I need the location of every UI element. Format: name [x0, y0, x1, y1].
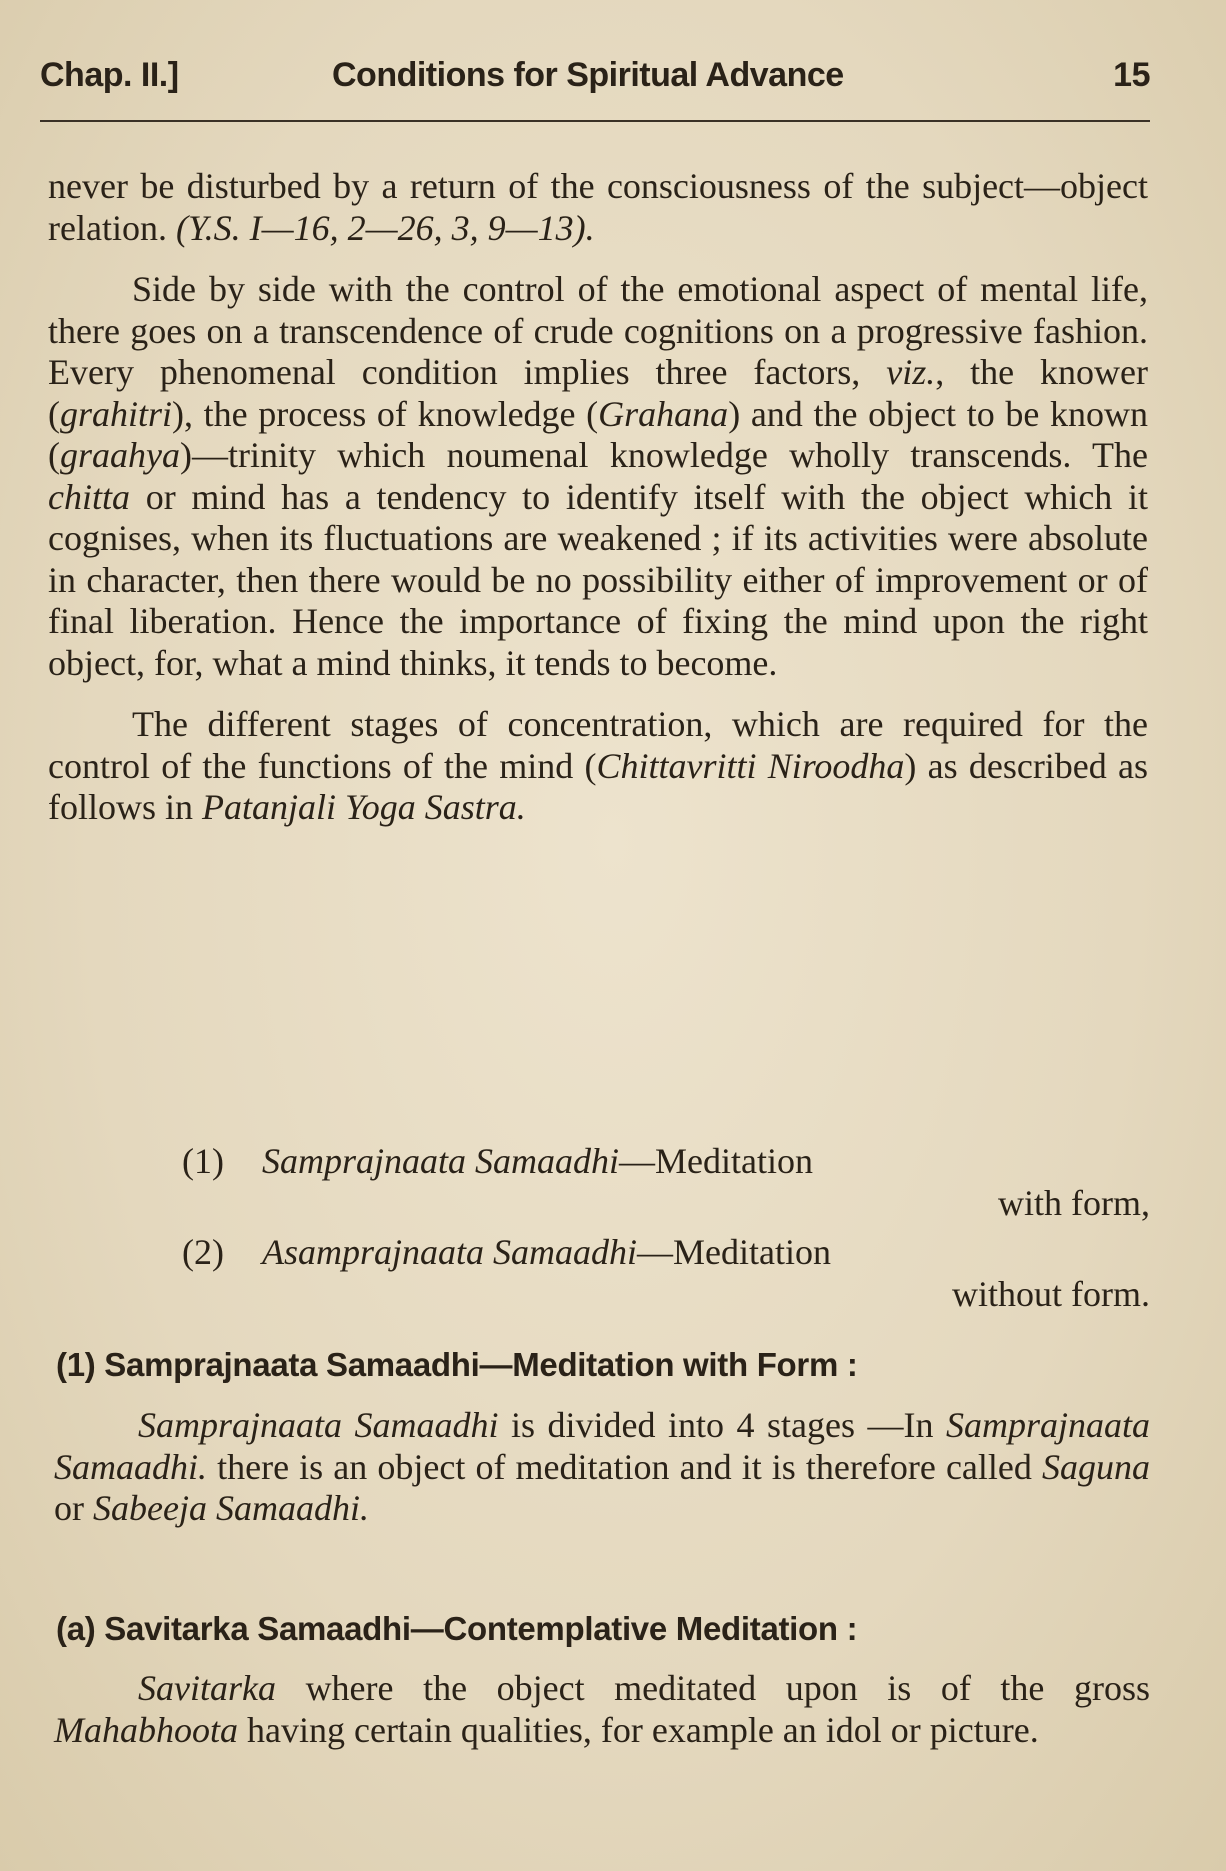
italic-term: Samprajnaata Samaadhi — [138, 1405, 499, 1445]
paragraph-text: )—trinity which noumenal knowledge wholly transcends. The — [180, 435, 1148, 475]
paragraph-text: Side by side with the control of the emotional aspect of mental life, there goes on a transcendence of crude cognitions on a progressive fashion. Every phenomenal condition implies three factors, — [48, 269, 1148, 392]
paragraph-savitarka — [54, 1668, 1150, 1751]
header-rule — [40, 120, 1150, 122]
section-heading: (1) Samprajnaata Samaadhi—Meditation with Form : — [56, 1346, 858, 1383]
running-title: Conditions for Spiritual Advance — [332, 56, 844, 94]
list-description: with form, — [998, 1182, 1150, 1223]
paragraph-text: never be disturbed by a return of the consciousness of the subject—object relation. — [48, 166, 1148, 248]
paragraph-samprajnaata — [54, 1405, 1150, 1530]
italic-term: Mahabhoota — [54, 1709, 238, 1750]
paragraph-text: there is an object of meditation and it is therefore called — [217, 1446, 1032, 1487]
running-header — [40, 56, 1150, 104]
paragraph-text: ) and the object to be known ( — [48, 393, 1148, 475]
list-item-continuation — [0, 1274, 1150, 1316]
paragraph-continuation — [48, 166, 1148, 249]
paragraph-text: having certain qualities, for example an idol or picture. — [247, 1709, 1039, 1750]
italic-term: Asamprajnaata Samaadhi — [262, 1232, 638, 1272]
main-text — [48, 166, 1148, 849]
italic-term: Patanjali Yoga Sastra. — [202, 787, 526, 827]
section1-text — [54, 1405, 1150, 1550]
italic-term: Samprajnaata Samaadhi — [262, 1141, 620, 1181]
italic-term: Saguna — [1042, 1446, 1150, 1487]
section-a-text — [54, 1668, 1150, 1771]
list-item — [0, 1141, 1150, 1183]
paragraph-text: or — [54, 1488, 84, 1528]
list-item — [0, 1232, 1150, 1274]
reference-citation: (Y.S. I—16, 2—26, 3, 9—13). — [175, 207, 595, 248]
paragraph-text: The different stages of concentration, which are required for the control of the functions of the mind ( — [48, 704, 1148, 786]
list-item-continuation — [0, 1183, 1150, 1225]
samaadhi-list — [0, 1141, 1150, 1315]
paragraph-text: or mind has a tendency to identify itself with the object which it cognises, when its fluctuations are weakened ; if its activities were absolute in character, then there would be no possibility either of improvement or of final liberation. Hence the importance of fixing the mind upon the right object, for, what a mind thinks, it tends to become. — [48, 476, 1149, 683]
page-number: 15 — [1113, 56, 1150, 94]
list-number: (2) — [182, 1232, 224, 1272]
italic-term: viz. — [886, 352, 936, 392]
paragraph-text: ) as described as follows in — [48, 745, 1149, 827]
list-description: —Meditation — [619, 1141, 813, 1181]
chapter-label: Chap. II.] — [40, 56, 179, 94]
paragraph-text: , the knower ( — [48, 352, 1148, 434]
italic-term: graahya — [60, 435, 180, 475]
paragraph-cognition — [48, 269, 1148, 684]
paragraph-text: is divided into 4 stages —In — [511, 1405, 934, 1445]
subsection-heading: (a) Savitarka Samaadhi—Contemplative Meditation : — [56, 1610, 858, 1647]
italic-term: Sabeeja Samaadhi. — [93, 1488, 369, 1528]
paragraph-stages — [48, 704, 1148, 829]
italic-term: Samprajnaata Samaadhi. — [54, 1405, 1150, 1487]
list-number: (1) — [182, 1141, 224, 1181]
italic-term: chitta — [48, 476, 130, 517]
italic-term: Savitarka — [138, 1668, 276, 1708]
list-description: —Meditation — [637, 1232, 831, 1272]
italic-term: Grahana — [598, 393, 729, 434]
list-description: without form. — [952, 1273, 1150, 1314]
italic-term: grahitri — [60, 393, 173, 434]
paragraph-text: where the object meditated upon is of the gross — [305, 1668, 1150, 1708]
italic-term: Chittavritti Niroodha — [596, 745, 905, 786]
paragraph-text: ), the process of knowledge ( — [172, 393, 599, 434]
